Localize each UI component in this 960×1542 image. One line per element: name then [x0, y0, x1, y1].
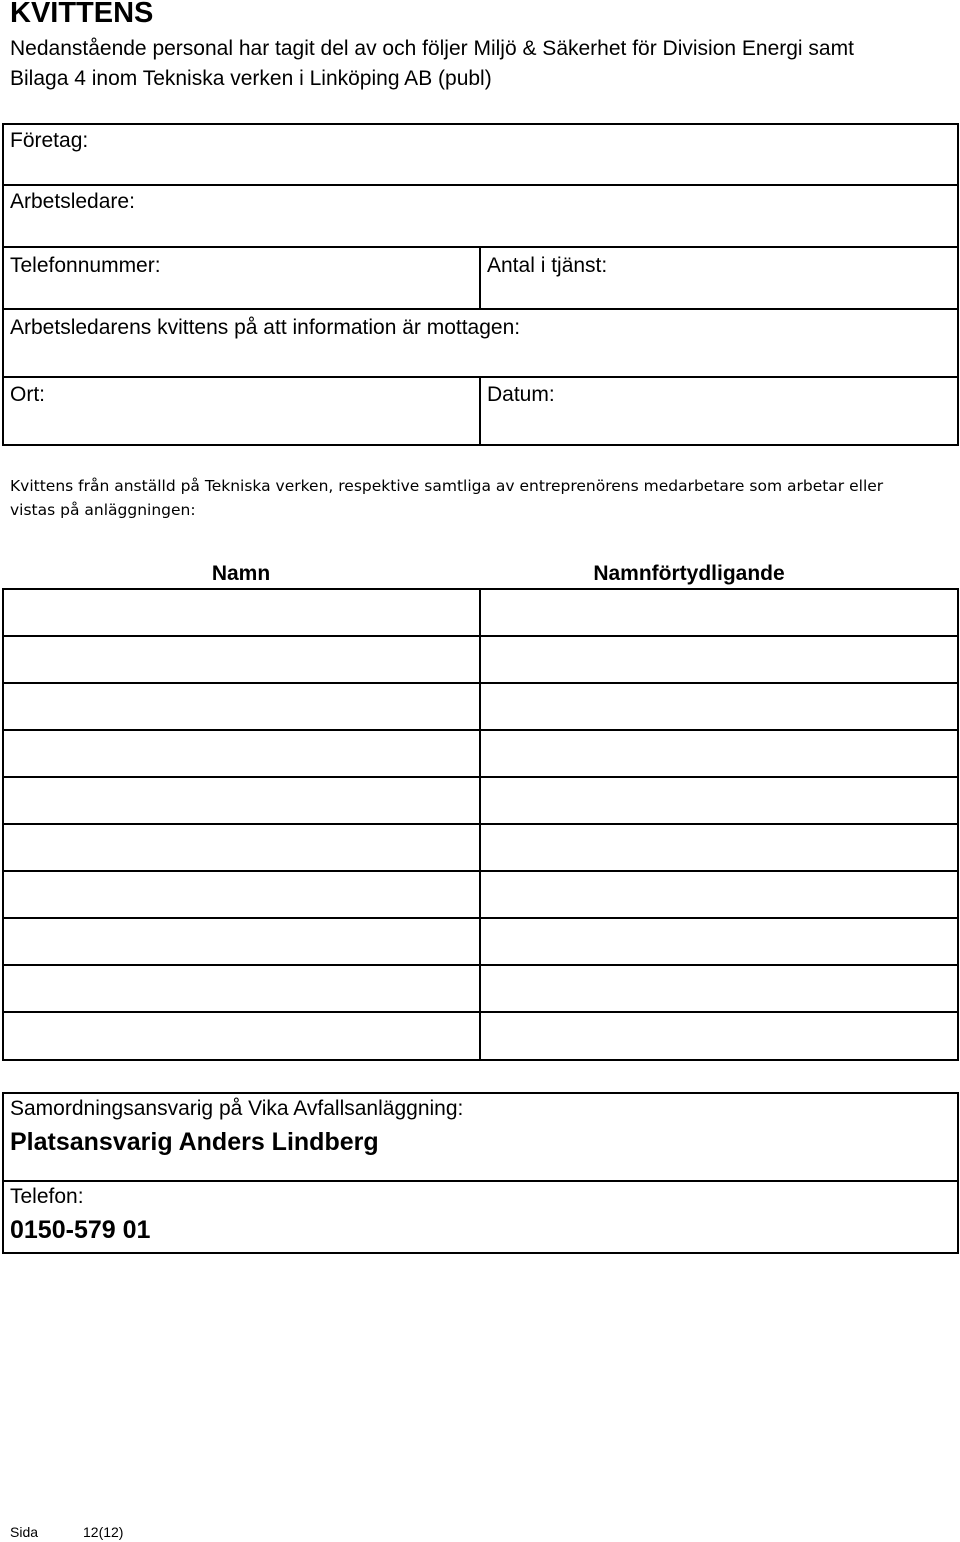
intro-text: Nedanstående personal har tagit del av och följer Miljö & Säkerhet för Division Energi samt Bilaga 4 inom Tekniska verken i Linköping AB (publ) [10, 37, 854, 90]
arbetsledare-field[interactable]: Arbetsledare: [10, 190, 135, 213]
page-number: 12(12) [83, 1524, 124, 1540]
signature-row-line [2, 729, 959, 731]
signature-row-line [2, 823, 959, 825]
signature-row-line [2, 964, 959, 966]
form-divider [2, 184, 959, 186]
kvittens-field[interactable]: Arbetsledarens kvittens på att information är mottagen: [10, 316, 521, 339]
datum-field[interactable]: Datum: [487, 383, 555, 406]
page-label: Sida [10, 1524, 39, 1540]
phone-label: Telefon: [10, 1185, 84, 1208]
signature-row-line [2, 682, 959, 684]
personnel-instruction: Kvittens från anställd på Tekniska verken, respektive samtliga av entreprenörens medarbetare som arbetar eller vistas på anläggningen: [10, 477, 884, 519]
signature-row-line [2, 917, 959, 919]
column-header-namn: Namn [211, 562, 271, 585]
coordinator-label: Samordningsansvarig på Vika Avfallsanläggning: [10, 1097, 464, 1120]
phone-value: 0150-579 01 [10, 1216, 151, 1244]
foretag-field[interactable]: Företag: [10, 129, 89, 152]
page-title: KVITTENS [10, 0, 154, 29]
antal-i-tjanst-field[interactable]: Antal i tjänst: [487, 254, 608, 277]
coordinator-name: Platsansvarig Anders Lindberg [10, 1128, 379, 1156]
column-header-namnfortydligande: Namnförtydligande [593, 562, 785, 585]
signature-row-line [2, 776, 959, 778]
form-column-divider [479, 246, 481, 310]
signature-row-line [2, 870, 959, 872]
ort-field[interactable]: Ort: [10, 383, 45, 406]
contact-divider [2, 1180, 959, 1182]
form-column-divider [479, 376, 481, 446]
signature-row-line [2, 1011, 959, 1013]
signature-row-line [2, 635, 959, 637]
telefonnummer-field[interactable]: Telefonnummer: [10, 254, 161, 277]
